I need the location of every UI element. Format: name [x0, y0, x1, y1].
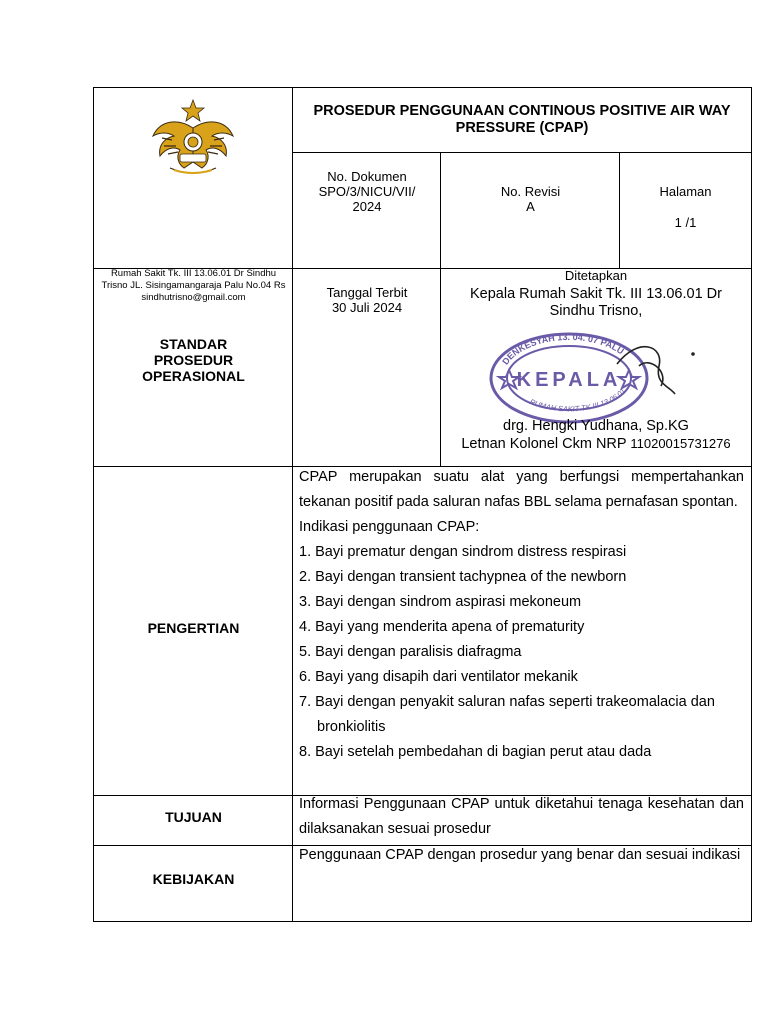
pengertian-content-cell: [292, 466, 752, 796]
document-title: PROSEDUR PENGGUNAAN CONTINOUS POSITIVE AIR WAY PRESSURE (CPAP): [313, 103, 731, 136]
official-stamp: [489, 326, 713, 430]
page-cell: [619, 152, 752, 269]
approver-position: Kepala Rumah Sakit Tk. III 13.06.01 Dr Sindhu Trisno,: [469, 286, 722, 319]
list-item: 5. Bayi dengan paralisis diafragma: [299, 644, 522, 660]
tujuan-label: TUJUAN: [165, 809, 222, 825]
doc-no-label: No. Dokumen: [327, 169, 407, 184]
title-cell: [292, 87, 752, 153]
spo-label-cell: [93, 268, 293, 467]
kebijakan-label-cell: [93, 845, 293, 922]
doc-no-cell: [292, 152, 441, 269]
kebijakan-content-cell: [292, 845, 752, 922]
spo-label: STANDAR PROSEDUR OPERASIONAL: [142, 336, 245, 384]
page-value: 1 /1: [674, 215, 697, 230]
signer-name: drg. Hengki Yudhana, Sp.KG: [503, 418, 689, 434]
approval-cell: [440, 268, 752, 467]
signer-nrp: 11020015731276: [630, 436, 731, 451]
hospital-logo: [148, 98, 238, 178]
list-item: 7. Bayi dengan penyakit saluran nafas seperti trakeomalacia dan: [299, 694, 715, 710]
stamp-center-text: KEPALA: [516, 369, 622, 391]
set-label: Ditetapkan: [564, 268, 628, 283]
page-label: Halaman: [659, 184, 712, 199]
list-item: 6. Bayi yang disapih dari ventilator mekanik: [299, 669, 578, 685]
kebijakan-label: KEBIJAKAN: [152, 871, 235, 887]
hospital-info: Rumah Sakit Tk. III 13.06.01 Dr Sindhu Trisno JL. Sisingamangaraja Palu No.04 Rs sindhutrisno@gmail.com: [101, 268, 286, 303]
svg-text:DENKESYAH 13. 04. 07 PALU: [500, 332, 626, 367]
issue-date-value: 30 Juli 2024: [331, 300, 403, 315]
stamp-top-text: DENKESYAH 13. 04. 07 PALU: [500, 331, 626, 367]
doc-no-value: SPO/3/NICU/VII/ 2024: [318, 184, 416, 214]
pengertian-label-cell: [93, 466, 293, 796]
stamp-bottom-text: RUMAH SAKIT TK III 13.06.01: [528, 386, 628, 414]
revision-cell: [440, 152, 620, 269]
signer-rank: Letnan Kolonel Ckm NRP: [461, 436, 627, 452]
list-item: 3. Bayi dengan sindrom aspirasi mekoneum: [299, 594, 582, 610]
issue-date-cell: [292, 268, 441, 467]
list-item: 1. Bayi prematur dengan sindrom distress respirasi: [299, 544, 627, 560]
revision-value: A: [526, 199, 535, 214]
revision-label: No. Revisi: [500, 184, 561, 199]
indication-list: [299, 540, 744, 765]
kebijakan-text: Penggunaan CPAP dengan prosedur yang benar dan sesuai indikasi: [299, 847, 741, 863]
tujuan-text: Informasi Penggunaan CPAP untuk diketahui tenaga kesehatan dan dilaksanakan sesuai prosedur: [299, 796, 744, 837]
pengertian-label: PENGERTIAN: [147, 620, 240, 636]
list-item: 8. Bayi setelah pembedahan di bagian perut atau dada: [299, 744, 652, 760]
list-item: 2. Bayi dengan transient tachypnea of the newborn: [299, 569, 627, 585]
indication-title: Indikasi penggunaan CPAP:: [299, 519, 480, 535]
tujuan-content-cell: [292, 795, 752, 846]
tujuan-label-cell: [93, 795, 293, 846]
list-item: 4. Bayi yang menderita apena of prematurity: [299, 619, 585, 635]
pengertian-intro: CPAP merupakan suatu alat yang berfungsi mempertahankan tekanan positif pada saluran nafas BBL selama pernafasan spontan.: [299, 469, 744, 510]
list-item: bronkiolitis: [317, 719, 386, 735]
issue-date-label: Tanggal Terbit: [326, 285, 408, 300]
logo-cell: [93, 87, 293, 303]
